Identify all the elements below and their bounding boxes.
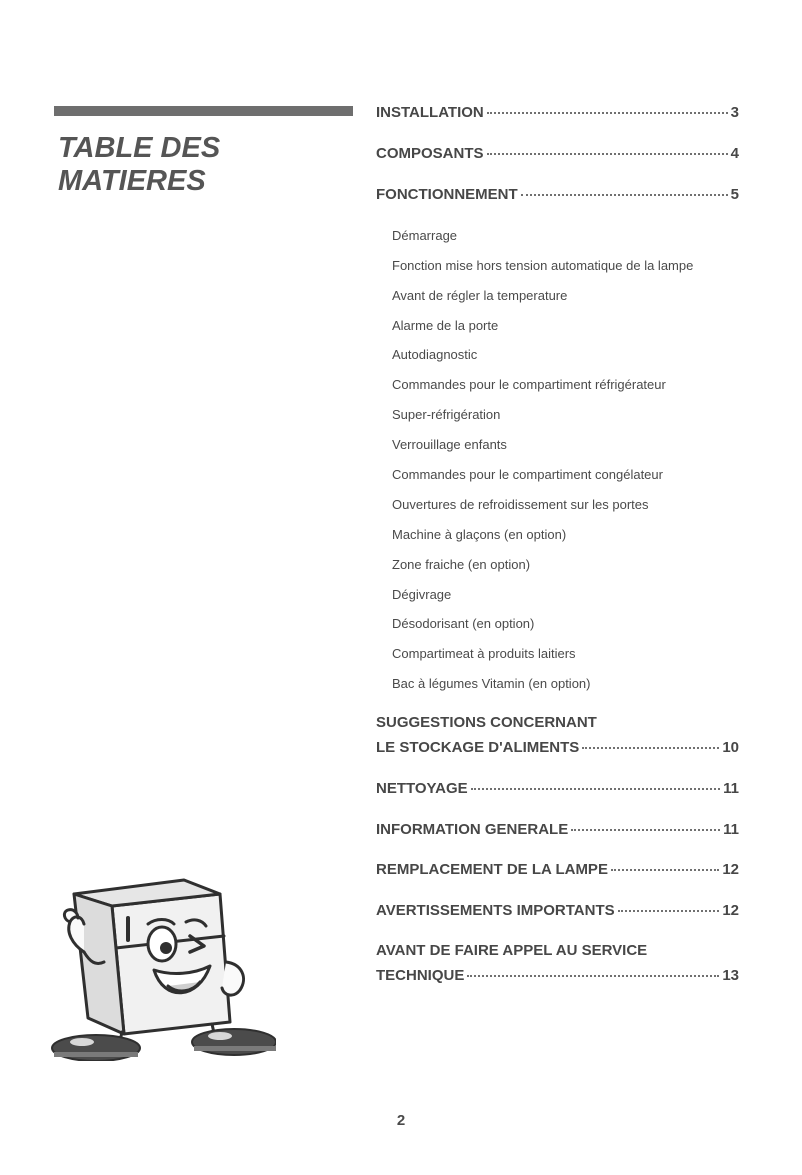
toc-sub-item[interactable]: Dégivrage [392,587,452,602]
toc-entry-page: 3 [730,104,739,121]
toc-entry-label: TECHNIQUE [376,967,465,984]
toc-sub-item[interactable]: Avant de régler la temperature [392,288,568,303]
toc-sub-item[interactable]: Démarrage [392,228,458,243]
dot-leader [571,829,720,831]
toc-sub-item[interactable]: Désodorisant (en option) [392,616,535,631]
toc-entry-label: NETTOYAGE [376,780,468,797]
toc-entry-page: 13 [722,967,739,984]
toc-sub-item[interactable]: Compartimeat à produits laitiers [392,646,576,661]
toc-entry-label: REMPLACEMENT DE LA LAMPE [376,861,608,878]
toc-entry-label: FONCTIONNEMENT [376,186,518,203]
toc-entry-page: 12 [722,861,739,878]
toc-entry-information-generale[interactable] [376,821,739,838]
toc-entry-label: INSTALLATION [376,104,484,121]
toc-sub-item[interactable]: Commandes pour le compartiment réfrigérateur [392,377,666,392]
toc-entry-label: AVERTISSEMENTS IMPORTANTS [376,902,615,919]
toc-sub-item[interactable]: Verrouillage enfants [392,437,507,452]
dot-leader [611,869,719,871]
toc-sub-item[interactable]: Ouvertures de refroidissement sur les portes [392,497,649,512]
toc-entry-page: 5 [730,186,739,203]
page-title-line2: MATIERES [58,165,206,197]
toc-entry-avertissements[interactable] [376,902,739,919]
toc-sub-item[interactable]: Zone fraiche (en option) [392,557,531,572]
page-title-line1: TABLE DES [58,132,221,164]
toc-sub-item[interactable]: Autodiagnostic [392,347,478,362]
toc-entry-label-line1[interactable]: SUGGESTIONS CONCERNANT [376,714,597,731]
toc-entry-nettoyage[interactable] [376,780,739,797]
toc-entry-page: 11 [723,780,739,797]
toc-entry-page: 12 [722,902,739,919]
page-title [58,132,348,198]
dot-leader [487,153,728,155]
dot-leader [487,112,728,114]
toc-entry-page: 4 [730,145,739,162]
toc-entry-remplacement-lampe[interactable] [376,861,739,878]
toc-entry-installation[interactable] [376,104,739,121]
toc-entry-stockage[interactable] [376,739,739,756]
toc-entry-label: COMPOSANTS [376,145,484,162]
dot-leader [467,975,719,977]
refrigerator-mascot-icon [44,866,276,1061]
toc-entry-label: INFORMATION GENERALE [376,821,569,838]
dot-leader [582,747,719,749]
toc-entry-page: 10 [722,739,739,756]
toc-entry-composants[interactable] [376,145,739,162]
dot-leader [618,910,720,912]
toc-sub-item[interactable]: Alarme de la porte [392,318,499,333]
toc-sub-item[interactable]: Commandes pour le compartiment congélateur [392,467,663,482]
toc-entry-fonctionnement[interactable] [376,186,739,203]
dot-leader [521,194,728,196]
toc-sub-item[interactable]: Machine à glaçons (en option) [392,527,567,542]
title-rule [54,106,353,116]
toc-entry-service-technique[interactable] [376,967,739,984]
toc-entry-label-line1[interactable]: AVANT DE FAIRE APPEL AU SERVICE [376,942,648,959]
toc-sub-item[interactable]: Fonction mise hors tension automatique de la lampe [392,258,694,273]
toc-sub-item[interactable]: Super-réfrigération [392,407,501,422]
toc-entry-label: LE STOCKAGE D'ALIMENTS [376,739,580,756]
page-number: 2 [396,1112,406,1129]
toc-sub-item[interactable]: Bac à légumes Vitamin (en option) [392,676,591,691]
dot-leader [471,788,720,790]
toc-entry-page: 11 [723,821,739,838]
